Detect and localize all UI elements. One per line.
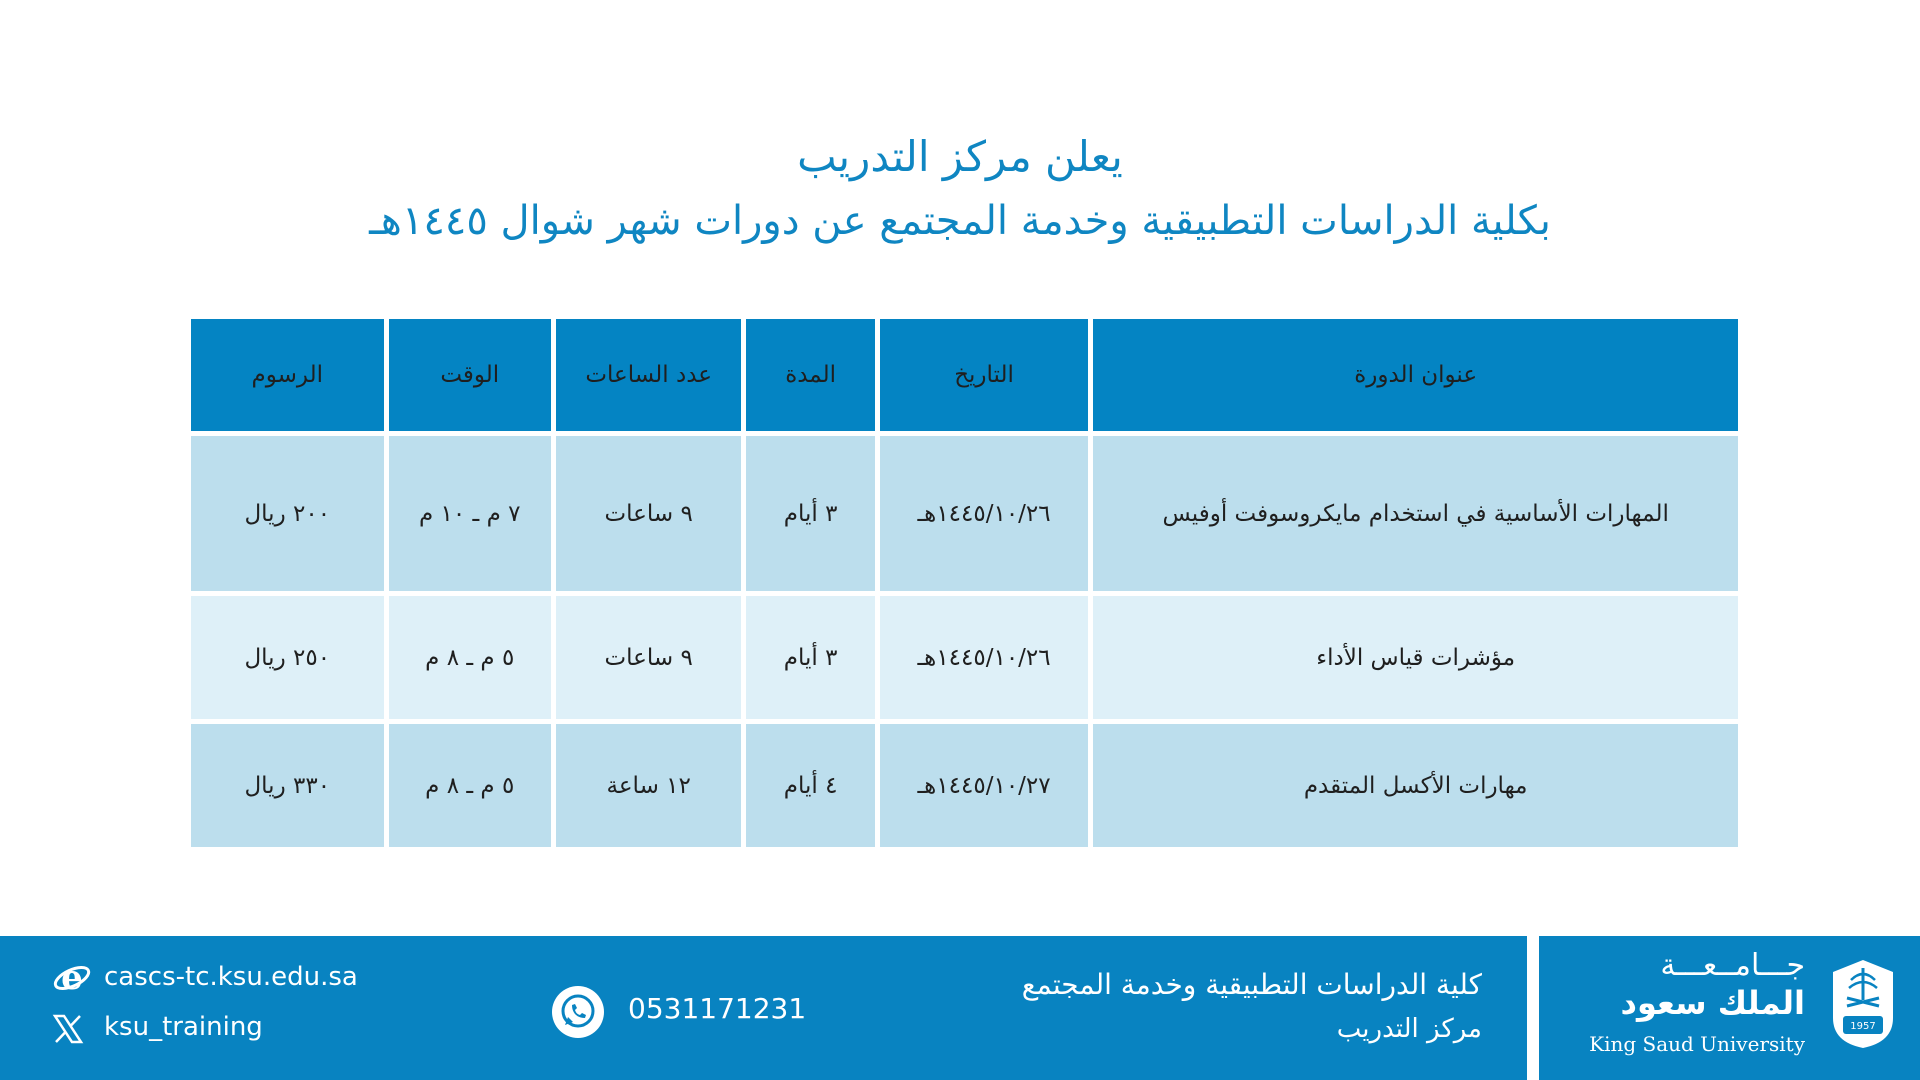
courses-table bbox=[186, 314, 1743, 852]
university-name-arabic-line1: جـــامــعـــة bbox=[1660, 948, 1805, 983]
cell-time: ٧ م ـ ١٠ م bbox=[389, 436, 551, 591]
courses-table-wrapper bbox=[186, 314, 1743, 852]
cell-hours: ٩ ساعات bbox=[556, 436, 741, 591]
university-name-arabic-line2: الملك سعود bbox=[1620, 984, 1805, 1022]
cell-course-title: المهارات الأساسية في استخدام مايكروسوفت أوفيس bbox=[1093, 436, 1738, 591]
cell-course-title: مهارات الأكسل المتقدم bbox=[1093, 724, 1738, 847]
university-name-english: King Saud University bbox=[1589, 1032, 1805, 1056]
svg-text:e: e bbox=[61, 958, 83, 998]
cell-hours: ٩ ساعات bbox=[556, 596, 741, 719]
table-header-row bbox=[191, 319, 1738, 431]
header-date: التاريخ bbox=[880, 319, 1089, 431]
cell-time: ٥ م ـ ٨ م bbox=[389, 724, 551, 847]
cell-date: ١٤٤٥/١٠/٢٦هـ bbox=[880, 596, 1089, 719]
cell-date: ١٤٤٥/١٠/٢٦هـ bbox=[880, 436, 1089, 591]
table-row bbox=[191, 596, 1738, 719]
college-name: كلية الدراسات التطبيقية وخدمة المجتمع bbox=[1021, 968, 1482, 1001]
cell-time: ٥ م ـ ٨ م bbox=[389, 596, 551, 719]
x-twitter-icon bbox=[52, 1013, 84, 1045]
web-browser-icon bbox=[52, 958, 92, 998]
footer-divider bbox=[1527, 936, 1539, 1080]
header-course-title: عنوان الدورة bbox=[1093, 319, 1738, 431]
cell-duration: ٤ أيام bbox=[746, 724, 874, 847]
phone-number[interactable]: 0531171231 bbox=[628, 992, 807, 1025]
website-link[interactable]: cascs-tc.ksu.edu.sa bbox=[104, 962, 358, 992]
university-logo bbox=[1539, 936, 1920, 1080]
header-time: الوقت bbox=[389, 319, 551, 431]
whatsapp-icon bbox=[551, 985, 605, 1039]
header-duration: المدة bbox=[746, 319, 874, 431]
training-center-name: مركز التدريب bbox=[1336, 1014, 1482, 1044]
university-emblem-icon bbox=[1825, 950, 1901, 1050]
cell-hours: ١٢ ساعة bbox=[556, 724, 741, 847]
announcement-subtitle: بكلية الدراسات التطبيقية وخدمة المجتمع عن دورات شهر شوال ١٤٤٥هـ bbox=[369, 198, 1551, 244]
cell-duration: ٣ أيام bbox=[746, 596, 874, 719]
footer-bar bbox=[0, 936, 1920, 1080]
cell-course-title: مؤشرات قياس الأداء bbox=[1093, 596, 1738, 719]
announcement-title: يعلن مركز التدريب bbox=[797, 132, 1123, 181]
cell-fees: ٢٠٠ ريال bbox=[191, 436, 384, 591]
cell-duration: ٣ أيام bbox=[746, 436, 874, 591]
header-hours: عدد الساعات bbox=[556, 319, 741, 431]
emblem-year: 1957 bbox=[1850, 1021, 1876, 1032]
cell-fees: ٣٣٠ ريال bbox=[191, 724, 384, 847]
table-row bbox=[191, 436, 1738, 591]
cell-date: ١٤٤٥/١٠/٢٧هـ bbox=[880, 724, 1089, 847]
cell-fees: ٢٥٠ ريال bbox=[191, 596, 384, 719]
header-fees: الرسوم bbox=[191, 319, 384, 431]
table-row bbox=[191, 724, 1738, 847]
x-handle-link[interactable]: ksu_training bbox=[104, 1012, 263, 1042]
